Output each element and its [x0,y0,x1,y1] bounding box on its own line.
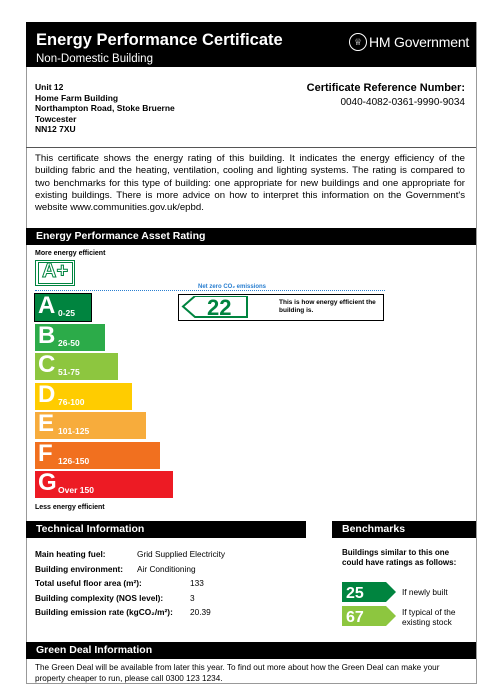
tech-label: Building emission rate (kgCO₂/m²): [35,607,173,617]
tech-label: Main heating fuel: [35,549,106,559]
certificate-header [26,22,476,67]
band-letter: E [38,410,55,437]
aplus-inner-box [38,262,73,284]
band-range: 76-100 [58,396,85,407]
rating-band-a [35,294,91,321]
band-range: 126-150 [58,455,90,466]
green-deal-text: The Green Deal will be available from later this year. To find out more about how the Green Deal can make your property cheaper to run, please call 0300 123 1234. [35,663,440,683]
certificate-ref-number: 0040-4082-0361-9990-9034 [340,97,465,108]
building-address [35,82,175,135]
band-letter: A [38,292,56,319]
address-line: Towcester [35,113,77,124]
rating-band-d [35,380,132,410]
address-line: Northampton Road, Stoke Bruerne [35,103,175,113]
tech-value: 3 [190,592,195,603]
rating-band-g [35,471,173,498]
benchmarks-heading: Benchmarks [342,523,406,535]
tech-label: Total useful floor area (m²): [35,578,142,588]
certificate-title: Energy Performance Certificate [36,31,283,49]
green-deal-heading-bar [26,642,476,659]
rating-band-b [35,321,105,351]
benchmark-label: If typical of the existing stock [402,607,456,627]
tech-value: 133 [190,578,204,588]
address-line: NN12 7XU [35,124,76,134]
benchmarks-intro: Buildings similar to this one could have ratings as follows: [342,548,457,567]
benchmark-value: 67 [346,609,364,626]
rating-band-c [35,353,118,380]
band-range: 51-75 [58,367,80,377]
tech-value: 20.39 [190,607,211,617]
band-range: 26-50 [58,337,80,348]
band-letter: C [38,351,56,378]
certificate-subtitle: Non-Domestic Building [36,53,153,65]
rating-band-f [35,439,160,469]
technical-heading: Technical Information [36,523,145,535]
aplus-box [35,260,75,286]
net-zero-line [35,290,385,291]
royal-crest-icon: ♕ [349,33,367,51]
band-letter: D [38,380,56,408]
band-range: Over 150 [58,485,94,495]
aplus-label: A+ [42,260,69,282]
tech-label: Building complexity (NOS level): [35,592,164,603]
less-efficient-label: Less energy efficient [35,504,105,511]
technical-heading-bar [26,521,306,538]
address-line: Unit 12 [35,82,64,92]
asset-rating-heading-bar [26,228,476,245]
rating-band-e [35,412,146,439]
certificate-ref-label: Certificate Reference Number: [306,82,465,94]
band-range: 0-25 [58,308,76,318]
benchmark-arrow [342,582,398,602]
band-letter: G [38,469,57,496]
government-logo-text: HM Government [369,34,470,50]
tech-value: Air Conditioning [137,563,196,574]
more-efficient-label: More energy efficient [35,250,106,257]
rating-indicator [178,294,384,321]
tech-label: Building environment: [35,563,124,574]
benchmark-arrow [342,606,398,626]
divider [26,147,476,148]
rating-note: This is how energy efficient the building is. [279,299,376,314]
band-range: 101-125 [58,426,90,436]
benchmark-value: 25 [346,585,364,602]
band-letter: F [38,439,53,467]
benchmark-label: If newly built [402,587,448,597]
net-zero-label: Net zero CO₂ emissions [198,284,267,290]
tech-value: Grid Supplied Electricity [137,549,226,559]
benchmarks-heading-bar [332,521,476,538]
rating-value: 22 [207,295,232,320]
asset-rating-heading: Energy Performance Asset Rating [36,230,206,242]
address-line: Home Farm Building [35,92,119,103]
band-letter: B [38,321,56,349]
intro-paragraph: This certificate shows the energy rating of this building. It indicates the energy efficiency of the building fabric and the heating, ventilation, cooling and lighting systems. The rating is compared to two benchmarks for this type of building: one appropriate for new buildings and one appropriate for existing buildings. There is more advice on how to interpret this information on the Government's website www.communities.gov.uk/epbd. [35,153,465,214]
green-deal-heading: Green Deal Information [36,644,153,656]
